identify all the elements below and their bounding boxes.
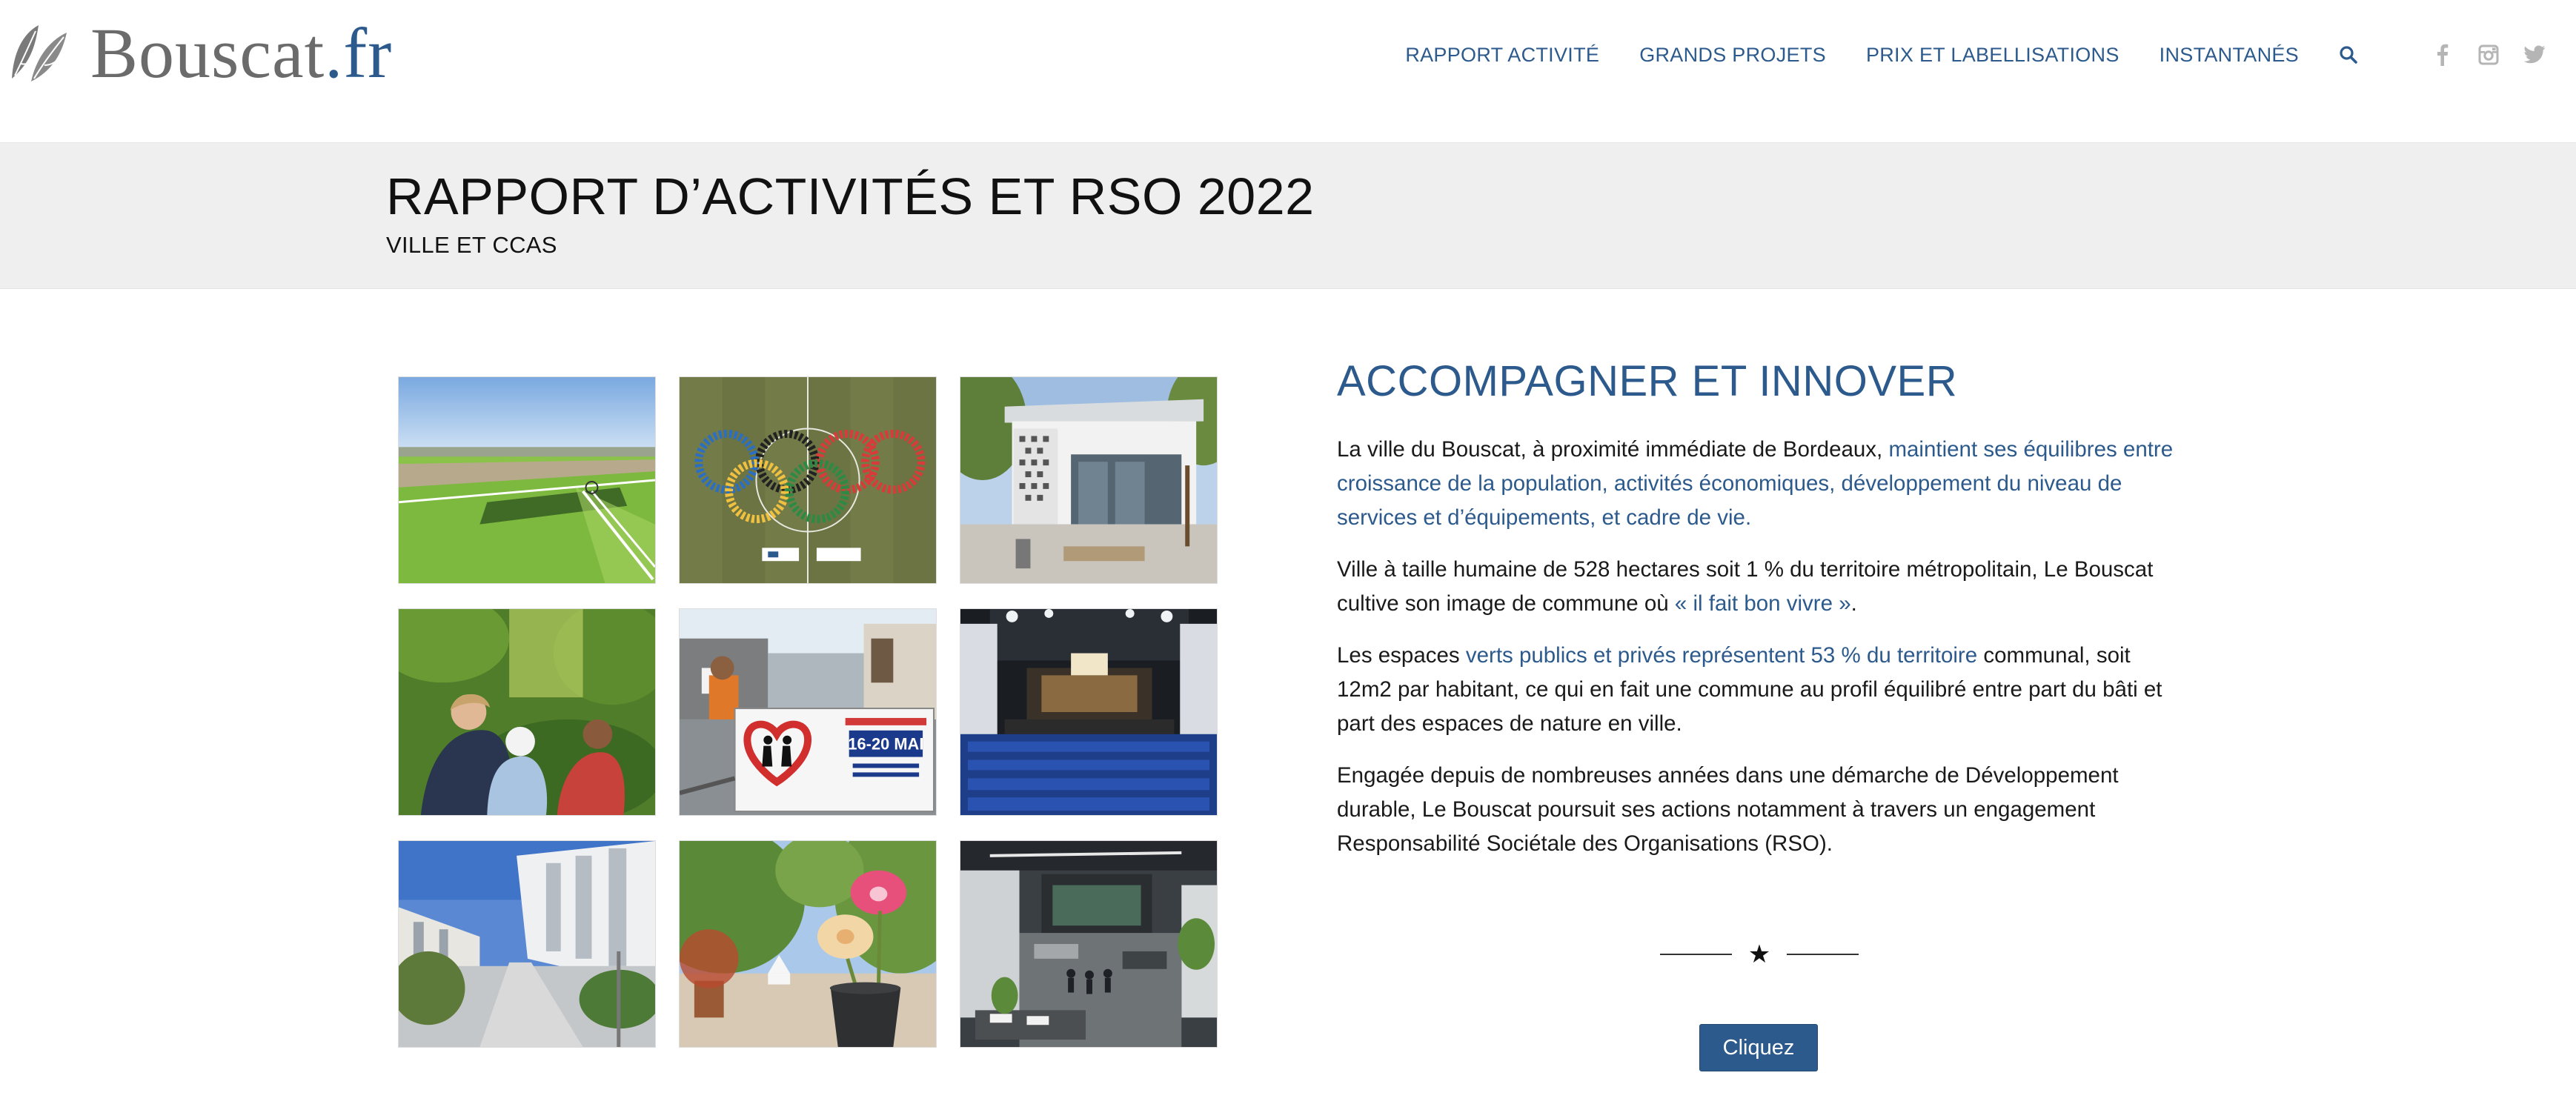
photo-gallery — [398, 376, 1218, 1048]
page-title: RAPPORT D’ACTIVITÉS ET RSO 2022 — [386, 167, 1315, 225]
logo-tld: .fr — [325, 13, 393, 93]
instagram-icon[interactable] — [2477, 43, 2500, 67]
paragraph-1-highlight: maintient ses équilibres entre croissance de la population, activités économiques, développement du niveau de services et d’équipements, et cadre de vie. — [1337, 436, 2174, 530]
page-subtitle: VILLE ET CCAS — [386, 232, 557, 258]
site-header — [0, 0, 2576, 142]
paragraph-2-end: . — [1850, 591, 1857, 616]
paragraph-3-highlight: verts publics et privés représentent 53 % du territoire — [1465, 642, 1978, 668]
paragraph-1-text: La ville du Bouscat, à proximité immédiate de Bordeaux, — [1337, 436, 1889, 462]
paragraph-1 — [1337, 433, 2189, 535]
star-divider — [1660, 940, 1859, 969]
paragraph-4: Engagée depuis de nombreuses années dans une démarche de Développement durable, Le Bouscat poursuit ses actions notamment à travers un engagement Responsabilité Sociétale des Organisations (RSO). — [1337, 762, 2119, 856]
paragraph-3-end: communal, soit 12m2 par habitant, ce qui en fait une commune au profil équilibré entre part du bâti et part des espaces de nature en ville. — [1337, 642, 2162, 736]
divider-line-left — [1660, 954, 1732, 955]
paragraph-3-text: Les espaces — [1337, 642, 1466, 668]
leaf-logo-icon — [6, 19, 74, 87]
exhibition-hall-photo[interactable] — [960, 840, 1218, 1048]
nav-prix-labellisations[interactable]: PRIX ET LABELLISATIONS — [1865, 43, 2119, 66]
olympic-rings-photo[interactable] — [679, 376, 937, 584]
cliquez-button[interactable]: Cliquez — [1699, 1024, 1818, 1071]
search-icon[interactable] — [2337, 44, 2360, 66]
flower-sculpture-photo[interactable] — [679, 840, 937, 1048]
paragraph-2-highlight: « il fait bon vivre » — [1674, 591, 1851, 616]
modern-building-photo[interactable] — [960, 376, 1218, 584]
star-icon: ★ — [1747, 940, 1771, 968]
nav-rapport-activite[interactable]: RAPPORT ACTIVITÉ — [1405, 43, 1600, 66]
site-logo[interactable] — [6, 13, 393, 93]
garden-children-photo[interactable] — [398, 608, 656, 816]
nav-instantanes[interactable]: INSTANTANÉS — [2159, 43, 2299, 66]
twitter-icon[interactable] — [2523, 43, 2546, 67]
paragraph-2-text: Ville à taille humaine de 528 hectares soit 1 % du territoire métropolitain, Le Bouscat cultive son image de commune où — [1337, 556, 2154, 616]
paragraph-3 — [1337, 639, 2189, 741]
school-street-banner-photo[interactable] — [679, 608, 937, 816]
paragraph-2 — [1337, 553, 2189, 621]
intro-content — [1337, 356, 2189, 861]
section-heading: ACCOMPAGNER ET INNOVER — [1337, 357, 1958, 405]
residential-street-photo[interactable] — [398, 840, 656, 1048]
logo-name: Bouscat — [90, 13, 325, 93]
racecourse-photo[interactable] — [398, 376, 656, 584]
logo-wordmark — [90, 13, 393, 93]
nav-grands-projets[interactable]: GRANDS PROJETS — [1639, 43, 1826, 66]
title-band — [0, 142, 2576, 289]
facebook-icon[interactable] — [2431, 43, 2454, 67]
main-nav — [1405, 0, 2576, 110]
auditorium-photo[interactable] — [960, 608, 1218, 816]
banner-dates-text: 16-20 MAI — [848, 734, 924, 754]
divider-line-right — [1787, 954, 1859, 955]
social-links — [2431, 43, 2546, 67]
